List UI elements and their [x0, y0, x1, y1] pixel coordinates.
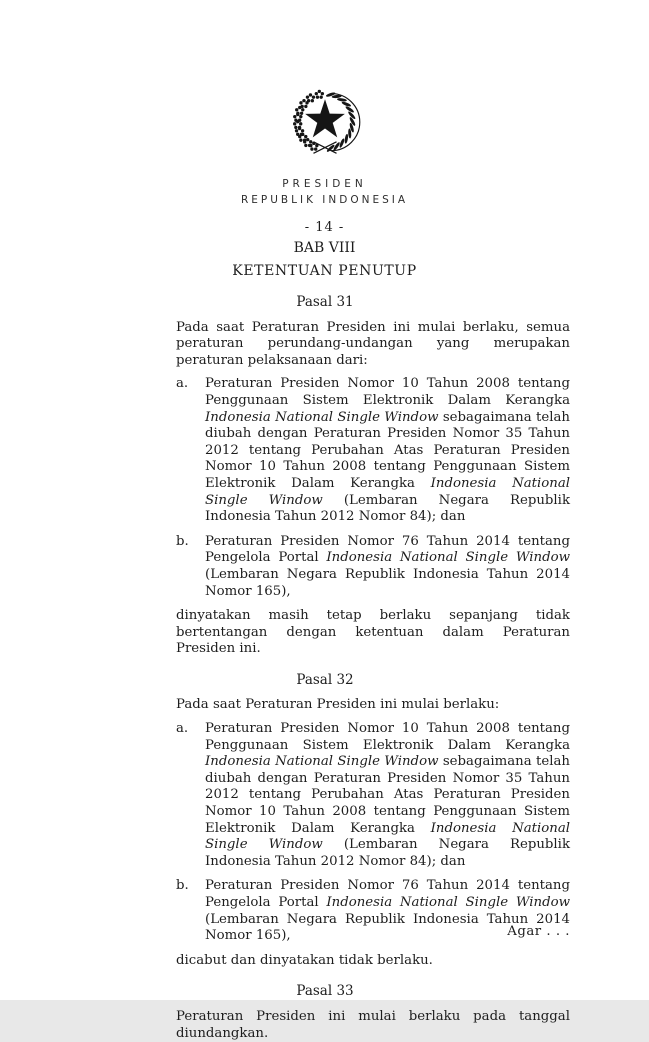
- list-item: [176, 376, 570, 525]
- pasal-32-heading: Pasal 32: [296, 671, 354, 688]
- list-item-marker: b.: [176, 878, 189, 894]
- pasal-31-heading: Pasal 31: [296, 294, 354, 310]
- catchword: Agar . . .: [507, 924, 570, 939]
- list-item-text: Peraturan Presiden Nomor 76 Tahun 2014 tentang Pengelola Portal Indonesia National Single Window (Lembaran Negara Republik Indonesia Tahun 2014 Nomor 165),: [205, 878, 570, 944]
- page-header: [0, 0, 649, 280]
- page-number: - 14 -: [304, 220, 345, 235]
- list-item-marker: a.: [176, 721, 189, 737]
- chapter-number: BAB VIII: [293, 240, 356, 256]
- list-item-marker: a.: [176, 376, 189, 392]
- pasal-31-closing: dinyatakan masih tetap berlaku sepanjang tidak bertentangan dengan ketentuan dalam Peraturan Presiden ini.: [176, 608, 570, 657]
- letterhead-line-2: REPUBLIK INDONESIA: [240, 194, 409, 206]
- list-item: [176, 534, 570, 600]
- list-item-text: Peraturan Presiden Nomor 76 Tahun 2014 tentang Pengelola Portal Indonesia National Single Window (Lembaran Negara Republik Indonesia Tahun 2014 Nomor 165),: [205, 533, 570, 599]
- list-item-text: Peraturan Presiden Nomor 10 Tahun 2008 tentang Penggunaan Sistem Elektronik Dalam Kerangka Indonesia National Single Window sebagaimana telah diubah dengan Peraturan Presiden Nomor 35 Tahun 2012 tentang Perubahan Atas Peraturan Presiden Nomor 10 Tahun 2008 tentang Penggunaan Sistem Elektronik Dalam Kerangka Indonesia National Single Window (Lembaran Negara Republik Indonesia Tahun 2012 Nomor 84); dan: [205, 376, 571, 525]
- letterhead-line-1: PRESIDEN: [282, 178, 367, 190]
- pasal-33-body: Peraturan Presiden ini mulai berlaku pada tanggal diundangkan.: [176, 1008, 570, 1041]
- pasal-32-closing: dicabut dan dinyatakan tidak berlaku.: [176, 952, 433, 968]
- presidential-seal-icon: [276, 86, 374, 164]
- list-item-marker: b.: [176, 533, 189, 549]
- pasal-33-heading: Pasal 33: [296, 983, 354, 1000]
- pasal-32-intro: Pada saat Peraturan Presiden ini mulai berlaku:: [176, 697, 500, 713]
- list-item-text: Peraturan Presiden Nomor 10 Tahun 2008 tentang Penggunaan Sistem Elektronik Dalam Kerangka Indonesia National Single Window sebagaimana telah diubah dengan Peraturan Presiden Nomor 35 Tahun 2012 tentang Perubahan Atas Peraturan Presiden Nomor 10 Tahun 2008 tentang Penggunaan Sistem Elektronik Dalam Kerangka Indonesia National Single Window (Lembaran Negara Republik Indonesia Tahun 2012 Nomor 84); dan: [205, 721, 571, 869]
- pasal-31-intro: Pada saat Peraturan Presiden ini mulai berlaku, semua peraturan perundang-undangan yang merupakan peraturan pelaksanaan dari:: [176, 319, 570, 368]
- list-item: [176, 721, 570, 870]
- letterhead: [0, 178, 649, 207]
- chapter-title: KETENTUAN PENUTUP: [232, 263, 417, 279]
